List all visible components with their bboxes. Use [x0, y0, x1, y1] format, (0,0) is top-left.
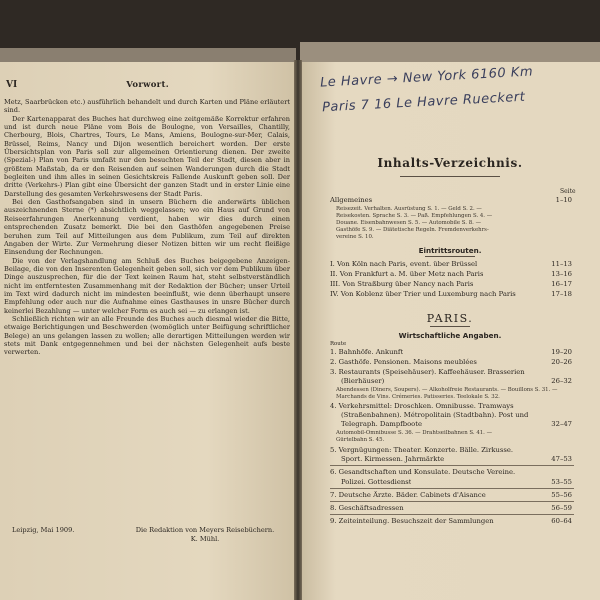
toc-entry-pages: 17–18 [551, 290, 572, 298]
signature-line: Die Redaktion von Meyers Reisebüchern. [135, 526, 275, 534]
toc-entry-label: 9. Zeiteinteilung. Besuchszeit der Sammlungen [330, 517, 494, 525]
toc-entry [341, 478, 572, 486]
toc-entry-label: II. Von Frankfurt a. M. über Metz nach Paris [330, 270, 484, 278]
preface-paragraph: Bei den Gasthofsangaben sind in unsern Büchern die anderwärts üblichen auszeichnenden Sterne (*) absichtlich weggelassen; wo ein Haus auf Grund von Reiseerfahrungen Anerkennung verdient, haben wir dies durch einen entsprechenden Zusatz bemerkt. Die bei den Gasthöfen angegebenen Preise beruhen zum Teil auf Mitteilungen aus dem Publikum, zum Teil auf direkten Angaben der Wirte. Zur Vermehrung dieser Notizen bitten wir um recht fleißige Einsendung der Rechnungen. [4, 198, 290, 257]
toc-entry [330, 491, 572, 499]
toc-entry [330, 348, 572, 356]
toc-entry [341, 377, 572, 385]
title-rule [400, 176, 500, 177]
left-page-edge [0, 48, 296, 62]
toc-entry-pages: 11–13 [551, 260, 572, 268]
toc-entry-label: III. Von Straßburg über Nancy nach Paris [330, 280, 474, 288]
toc-entry [330, 196, 572, 204]
toc-entry-pages: 32–47 [551, 420, 572, 428]
book-gutter [294, 60, 302, 600]
toc-entry-label: Allgemeines [330, 196, 373, 204]
toc-entry-pages: 16–17 [551, 280, 572, 288]
toc-entry-label: I. Von Köln nach Paris, event. über Brüssel [330, 260, 478, 268]
toc-entry [330, 280, 572, 288]
toc-entry [330, 358, 572, 366]
entry-rule [330, 501, 574, 502]
toc-detail-line: Reisezeit. Verhalten. Ausrüstung S. 1. — Geld S. 2. — [336, 206, 482, 212]
toc-entry-pages: 19–20 [551, 348, 572, 356]
toc-entry [341, 420, 572, 428]
toc-entry-label: Sport. Kirmessen. Jahrmärkte [341, 455, 445, 463]
toc-entry [330, 446, 572, 454]
toc-entry [330, 260, 572, 268]
preface-body [4, 98, 290, 357]
toc-entry-pages: 1–10 [555, 196, 572, 204]
toc-entry-pages [568, 446, 572, 454]
toc-entry-pages: 20–26 [551, 358, 572, 366]
toc-entry [330, 504, 572, 512]
toc-entry-pages: 60–64 [551, 517, 572, 525]
left-page-header [6, 80, 290, 90]
toc-entry-pages [568, 402, 572, 410]
toc-detail-line: Gasthöfe S. 9. — Diätetische Regeln. Fremdenverkehrs- [336, 227, 489, 233]
toc-entry [330, 517, 572, 525]
signature-editor [130, 526, 280, 543]
toc-entry-pages: 53–55 [551, 478, 572, 486]
toc-entry-label: IV. Von Koblenz über Trier und Luxemburg nach Paris [330, 290, 516, 298]
page-number: VI [6, 80, 18, 90]
toc-entry [330, 290, 572, 298]
toc-entry-label: Polizei. Gottesdienst [341, 478, 412, 486]
handwritten-note: Paris 7 16 Le Havre Rueckert [321, 89, 526, 116]
section-heading: Wirtschaftliche Angaben. [398, 331, 502, 340]
preface-paragraph: Metz, Saarbrücken etc.) ausführlich behandelt und durch Karten und Pläne erläutert sind. [4, 98, 290, 115]
signature-date: Leipzig, Mai 1909. [12, 526, 75, 534]
toc-entry-pages: 26–32 [551, 377, 572, 385]
toc-entry [341, 411, 572, 419]
toc-entry-label: 3. Restaurants (Speisehäuser). Kaffeehäuser. Brasserien [330, 368, 525, 376]
toc-entry-label: 8. Geschäftsadressen [330, 504, 404, 512]
toc-detail-line: Douane. Eisenbahnwesen S. 5. — Automobile S. 8. — [336, 220, 481, 226]
entry-rule [330, 465, 574, 466]
route-label: Route [330, 341, 347, 347]
toc-entry-pages [568, 368, 572, 376]
toc-entry-pages [568, 468, 572, 476]
toc-entry-label: Telegraph. Dampfboote [341, 420, 423, 428]
toc-entry [330, 270, 572, 278]
section-heading: Eintrittsrouten. [418, 246, 482, 255]
toc-entry-label: 7. Deutsche Ärzte. Bäder. Cabinets d'Aisance [330, 491, 486, 499]
toc-entry [341, 455, 572, 463]
entry-rule [330, 514, 574, 515]
seite-label: Seite [560, 188, 576, 195]
dark-background [0, 0, 600, 62]
toc-entry-label: 2. Gasthöfe. Pensionen. Maisons meublées [330, 358, 477, 366]
toc-entry-label: (Bierhäuser) [341, 377, 385, 385]
toc-detail-line: vereine S. 10. [336, 234, 374, 240]
handwritten-note: Le Havre → New York 6160 Km [319, 64, 534, 91]
heading-rule [430, 326, 470, 327]
toc-detail-line: Automobil-Omnibusse S. 36. — Drahtseilbahnen S. 41. — [336, 430, 493, 436]
toc-entry-details: Abendessen (Diners, Soupers). — Alkoholfreie Restaurants. — Bouillons S. 31. — Marchands de Vins. Crémeries. Patisseries. Teelokale S. 32. [336, 387, 558, 400]
running-title: Vorwort. [126, 80, 169, 90]
toc-entry-label: 4. Verkehrsmittel: Droschken. Omnibusse. Tramways [330, 402, 514, 410]
toc-entry [330, 402, 572, 410]
toc-entry-label: 5. Vergnügungen: Theater. Konzerte. Bälle. Zirkusse. [330, 446, 514, 454]
preface-paragraph: Die von der Verlagshandlung am Schluß des Buches beigegebene Anzeigen-Beilage, die von den Inserenten Gelegenheit geben soll, sich vor dem Publikum über Dinge auszusprechen, für die der Text keinen Raum hat, steht selbstverständlich nicht im entferntesten Zusammenhang mit der Redaktion der Bücher; unser Urteil im Text wird dadurch nicht im mindesten beeinflußt, wie denn überhaupt unsere Empfehlung oder auch nur die Aufnahme eines Gasthauses in unsre Bücher durch keinerlei Bezahlung — unter welcher Form es auch sei — zu erlangen ist. [4, 256, 290, 315]
toc-entry-pages: 47–53 [551, 455, 572, 463]
toc-entry [330, 368, 572, 376]
entry-rule [330, 488, 574, 489]
toc-entry-label: 6. Gesandtschaften und Konsulate. Deutsche Vereine. [330, 468, 516, 476]
toc-entry [330, 468, 572, 476]
toc-entry-label: 1. Bahnhöfe. Ankunft [330, 348, 404, 356]
toc-entry-pages: 55–56 [551, 491, 572, 499]
toc-detail-line: Gürtelbahn S. 45. [336, 437, 385, 443]
toc-entry-pages [568, 411, 572, 419]
toc-entry-label: (Straßenbahnen). Métropolitain (Stadtbahn). Post und [341, 411, 529, 419]
right-page-edge [300, 42, 600, 62]
toc-detail-line: Reisekosten. Sprache S. 3. — Paß. Empfehlungen S. 4. — [336, 213, 493, 219]
toc-entry-details [336, 430, 572, 444]
toc-entry-pages: 13–16 [551, 270, 572, 278]
city-heading: PARIS. [426, 312, 474, 325]
signature-name: K. Mühl. [190, 534, 220, 543]
toc-entry-details [336, 206, 572, 241]
preface-paragraph: Der Kartenapparat des Buches hat durchweg eine zeitgemäße Korrektur erfahren und ist durch neue Pläne vom Bois de Boulogne, von Versailles, Chantilly, Cherbourg, Blois, Chartres, Tours, Le Mans, Amiens, Boulogne-sur-Mer, Calais, Brüssel, Reims, Nancy und Dijon wesentlich bereichert worden. Der erste Übersichtsplan von Paris soll zur allgemeinen Orientierung dienen. Der zweite (Spezial-) Plan von Paris umfaßt nur den besuchten Teil der Stadt, diesen aber in größtem Maßstab, da er den Reisenden auf seinen Wanderungen durch die Stadt begleiten und ihm alles in seinen Gesichtskreis Fallende Auskunft geben soll. Der dritte (Verkehrs-) Plan gibt eine Übersicht der ganzen Stadt und in erster Linie eine Darstellung des gesamten Verkehrswesens der Stadt Paris. [4, 114, 290, 198]
preface-paragraph: Schließlich richten wir an alle Freunde des Buches auch diesmal wieder die Bitte, etwaige Berichtigungen und Beschwerden (womöglich unter Beifügung schriftlicher Belege) an uns gelangen lassen zu wollen; alle derartigen Mitteilungen werden wir stets mit Dank entgegennehmen und bei der nächsten Gelegenheit aufs beste verwerten. [4, 314, 290, 357]
heading-rule [425, 256, 475, 257]
toc-entry-pages: 56–59 [551, 504, 572, 512]
toc-title: Inhalts-Verzeichnis. [377, 156, 523, 170]
